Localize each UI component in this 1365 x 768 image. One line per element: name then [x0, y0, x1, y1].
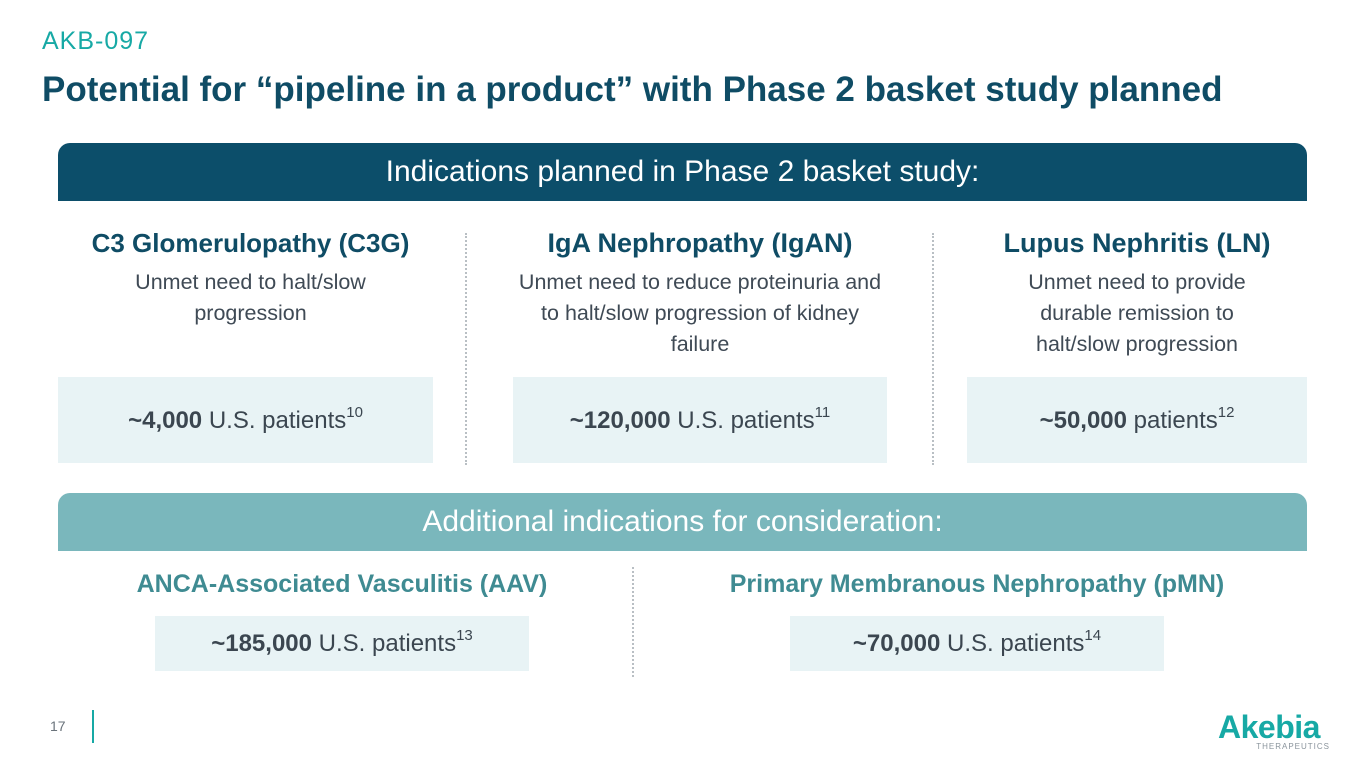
- additional-indication-heading: ANCA-Associated Vasculitis (AAV): [136, 570, 548, 598]
- stat-value: ~70,000: [852, 630, 941, 657]
- page-number: 17: [50, 718, 66, 734]
- slide-title: Potential for “pipeline in a product” with Phase 2 basket study planned: [42, 70, 1223, 109]
- indication-heading: Lupus Nephritis (LN): [1003, 228, 1271, 258]
- patient-stat-box: [155, 616, 529, 671]
- primary-banner: [58, 143, 1307, 201]
- eyebrow-label: AKB-097: [42, 27, 150, 55]
- column-divider: [632, 567, 634, 677]
- secondary-banner: [58, 493, 1307, 551]
- stat-footnote: 10: [346, 403, 363, 421]
- stat-label: patients: [1133, 406, 1218, 434]
- stat-value: ~185,000: [211, 630, 312, 657]
- patient-stat-box: [513, 377, 887, 463]
- stat-label: U.S. patients: [208, 406, 347, 434]
- logo-subtext: THERAPEUTICS: [1256, 742, 1330, 751]
- stat-label: U.S. patients: [677, 406, 815, 434]
- stat-value: ~120,000: [569, 406, 671, 434]
- indication-column-c3g: [58, 228, 443, 329]
- stat-footnote: 13: [456, 627, 473, 644]
- logo-wordmark: Akebia: [1218, 709, 1320, 745]
- footer-divider: [92, 710, 94, 743]
- stat-footnote: 12: [1217, 403, 1235, 421]
- stat-footnote: 14: [1084, 627, 1102, 644]
- indication-column-igan: [500, 228, 900, 360]
- stat-value: ~4,000: [128, 406, 203, 434]
- column-divider: [932, 233, 934, 465]
- primary-banner-text: Indications planned in Phase 2 basket study:: [385, 155, 980, 188]
- indication-description: Unmet need to provide durable remission to halt/slow progression: [1028, 270, 1246, 356]
- secondary-banner-text: Additional indications for consideration:: [422, 505, 943, 538]
- stat-label: U.S. patients: [318, 630, 457, 657]
- stat-label: U.S. patients: [947, 630, 1085, 657]
- company-logo: [1218, 710, 1330, 751]
- patient-stat-box: [967, 377, 1307, 463]
- column-divider: [465, 233, 467, 465]
- stat-value: ~50,000: [1039, 406, 1127, 434]
- indication-column-ln: [967, 228, 1307, 360]
- indication-description: Unmet need to halt/slow progression: [135, 270, 366, 325]
- additional-indication-heading: Primary Membranous Nephropathy (pMN): [729, 570, 1225, 598]
- indication-description: Unmet need to reduce proteinuria and to halt/slow progression of kidney failure: [518, 270, 882, 356]
- indication-heading: C3 Glomerulopathy (C3G): [91, 228, 410, 258]
- patient-stat-box: [58, 377, 433, 463]
- stat-footnote: 11: [814, 403, 831, 421]
- indication-heading: IgA Nephropathy (IgAN): [547, 228, 853, 258]
- patient-stat-box: [790, 616, 1164, 671]
